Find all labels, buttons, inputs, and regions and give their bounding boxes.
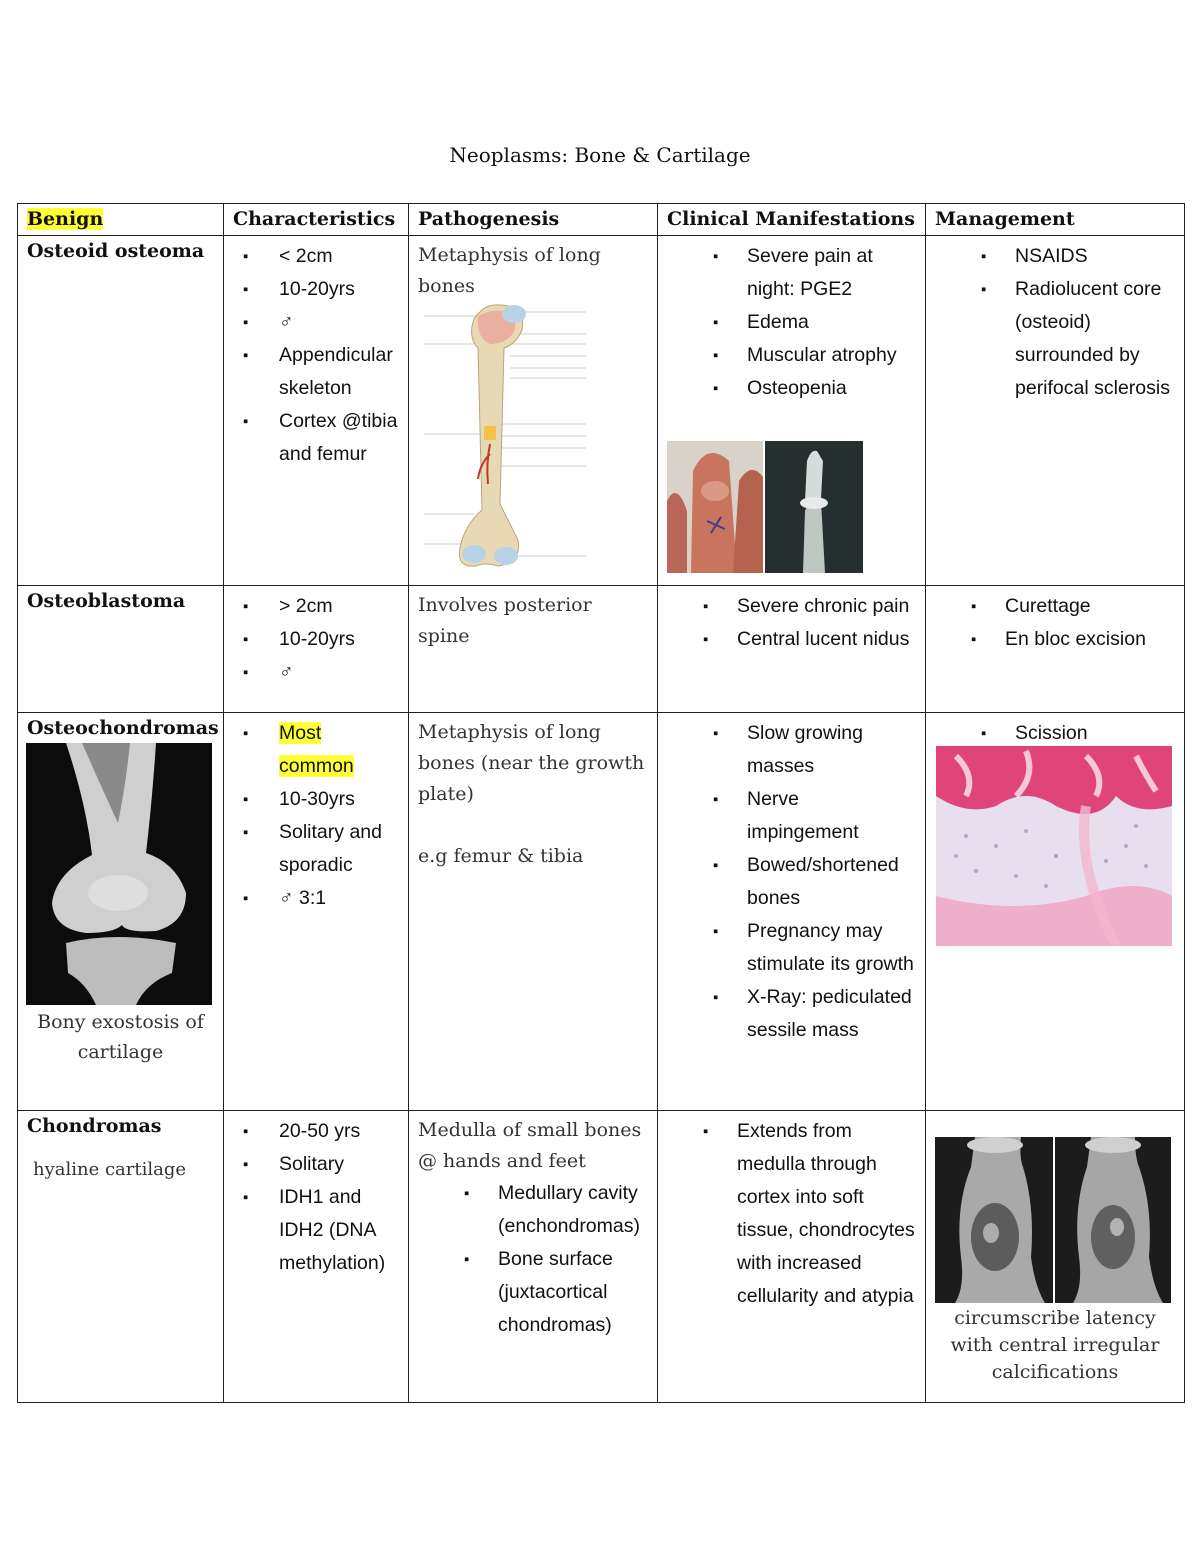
header-clinical: Clinical Manifestations xyxy=(658,204,926,236)
pathogenesis-text: Medulla of small bones @ hands and feet xyxy=(418,1119,642,1172)
femur-diagram-image xyxy=(418,304,588,572)
neoplasm-table xyxy=(17,203,1185,1403)
management-cell xyxy=(926,236,1185,586)
osteochondroma-caption: Bony exostosis of cartilage xyxy=(37,1011,204,1063)
list-item: ▪ Muscular atrophy xyxy=(667,339,916,372)
header-management: Management xyxy=(926,204,1185,236)
list-item: ▪ Scission xyxy=(935,717,1175,750)
list-item: ▪ ♂ 3:1 xyxy=(233,882,399,915)
list-item: ▪ Slow growing masses xyxy=(667,717,916,783)
pathogenesis-text: Metaphysis of long bones xyxy=(418,244,601,297)
row-osteoid-osteoma xyxy=(18,236,1185,586)
list-item: ▪ Central lucent nidus xyxy=(667,623,916,656)
header-characteristics: Characteristics xyxy=(224,204,409,236)
chondromas-cell xyxy=(18,1111,224,1403)
list-item: ▪ X-Ray: pediculated sessile mass xyxy=(667,981,916,1047)
list-item: ▪ 20-50 yrs xyxy=(233,1115,399,1148)
list-item: ▪ Radiolucent core (osteoid) surrounded by perifocal sclerosis xyxy=(935,273,1175,405)
row-osteoblastoma xyxy=(18,586,1185,713)
name-osteochondromas: Osteochondromas xyxy=(27,717,219,739)
chondromas-subtitle: hyaline cartilage xyxy=(33,1159,187,1180)
list-item: ▪ NSAIDS xyxy=(935,240,1175,273)
list-item: ▪ Pregnancy may stimulate its growth xyxy=(667,915,916,981)
list-item: ▪ Medullary cavity (enchondromas) xyxy=(418,1177,648,1243)
histology-image xyxy=(936,746,1172,946)
pathogenesis-cell xyxy=(409,236,658,586)
most-common-text: Most common xyxy=(279,722,354,777)
management-cell xyxy=(926,713,1185,1111)
pathogenesis-example: e.g femur & tibia xyxy=(418,845,584,867)
list-item: ▪ Solitary xyxy=(233,1148,399,1181)
header-row xyxy=(18,204,1185,236)
clinical-cell xyxy=(658,1111,926,1403)
pathogenesis-cell xyxy=(409,1111,658,1403)
list-item: ▪ Edema xyxy=(667,306,916,339)
list-item: ▪ Curettage xyxy=(935,590,1175,623)
list-item: ▪ En bloc excision xyxy=(935,623,1175,656)
characteristics-cell xyxy=(224,713,409,1111)
clinical-cell xyxy=(658,713,926,1111)
clinical-cell xyxy=(658,236,926,586)
pathogenesis-cell xyxy=(409,586,658,713)
finger-photo-image xyxy=(667,441,763,573)
pathogenesis-text: Metaphysis of long bones (near the growth plate) xyxy=(418,721,645,805)
list-item: ▪ Extends from medulla through cortex into soft tissue, chondrocytes with increased cellularity and atypia xyxy=(667,1115,916,1313)
chondroma-caption: circumscribe latency with central irregular calcifications xyxy=(950,1307,1160,1383)
list-item: ▪ Bone surface (juxtacortical chondromas) xyxy=(418,1243,648,1342)
list-item: ▪ 10-30yrs xyxy=(233,783,399,816)
characteristics-cell xyxy=(224,586,409,713)
list-item: ▪ < 2cm xyxy=(233,240,399,273)
characteristics-cell xyxy=(224,1111,409,1403)
page-title: Neoplasms: Bone & Cartilage xyxy=(449,143,751,167)
name-chondromas: Chondromas xyxy=(27,1115,162,1137)
list-item: ▪ Osteopenia xyxy=(667,372,916,405)
name-osteoblastoma: Osteoblastoma xyxy=(18,586,224,713)
list-item: ▪ Cortex @tibia and femur xyxy=(233,405,399,471)
list-item: ▪ ♂ xyxy=(233,306,399,339)
chondroma-image-cell xyxy=(926,1111,1185,1403)
list-item: ▪ IDH1 and IDH2 (DNA methylation) xyxy=(233,1181,399,1280)
row-chondromas xyxy=(18,1111,1185,1403)
list-item: ▪ Bowed/shortened bones xyxy=(667,849,916,915)
list-item: ▪ Appendicular skeleton xyxy=(233,339,399,405)
chondroma-xray-a-image xyxy=(935,1137,1053,1303)
list-item: ▪ ♂ xyxy=(233,656,399,689)
header-benign xyxy=(18,204,224,236)
list-item: ▪ Nerve impingement xyxy=(667,783,916,849)
name-osteoid-osteoma: Osteoid osteoma xyxy=(18,236,224,586)
list-item: ▪ > 2cm xyxy=(233,590,399,623)
list-item: ▪ 10-20yrs xyxy=(233,273,399,306)
list-item: ▪ Severe pain at night: PGE2 xyxy=(667,240,916,306)
header-pathogenesis: Pathogenesis xyxy=(409,204,658,236)
pathogenesis-cell xyxy=(409,713,658,1111)
chondroma-xray-b-image xyxy=(1055,1137,1171,1303)
list-item: ▪ Solitary and sporadic xyxy=(233,816,399,882)
row-osteochondromas xyxy=(18,713,1185,1111)
osteochondromas-cell xyxy=(18,713,224,1111)
pathogenesis-text: Involves posterior spine xyxy=(418,594,592,647)
characteristics-cell xyxy=(224,236,409,586)
knee-xray-image xyxy=(26,743,212,1005)
management-cell xyxy=(926,586,1185,713)
header-benign-label: Benign xyxy=(27,208,104,230)
list-item-highlighted xyxy=(233,717,399,783)
finger-images xyxy=(667,441,916,573)
clinical-cell xyxy=(658,586,926,713)
list-item: ▪ Severe chronic pain xyxy=(667,590,916,623)
list-item: ▪ 10-20yrs xyxy=(233,623,399,656)
finger-xray-image xyxy=(765,441,863,573)
chondroma-xray-images xyxy=(935,1137,1175,1303)
